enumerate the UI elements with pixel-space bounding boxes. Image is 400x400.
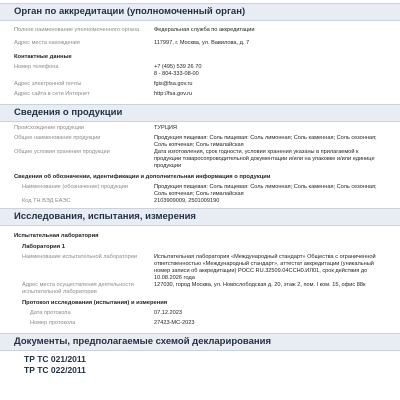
declaration-doc-1: ТР ТС 021/2011 xyxy=(24,354,86,364)
label: Номер протокола xyxy=(30,320,76,326)
label: Полное наименование уполномоченного органа xyxy=(14,27,139,33)
declaration-doc-2: ТР ТС 022/2011 xyxy=(24,365,86,375)
value: Продукция пищевая: Соль пищевая: Соль лимонная; Соль каменная; Соль сезонная; Соль копченая; Соль гималайская xyxy=(154,184,377,197)
protocol-title: Протокол исследования (испытания) и измерения xyxy=(22,300,168,306)
identification-title: Сведения об обозначении, идентификации и дополнительная информация о продукции xyxy=(14,174,271,180)
label: Код ТН ВЭД ЕАЭС xyxy=(22,198,71,204)
value: Дата изготовления, срок годности, условия хранения указаны в прилагаемой к продукции товаросопроводительной документации и/или на упаковке и/или единице продукции xyxy=(154,149,375,169)
row-product-name xyxy=(0,135,400,149)
label: Общее наименование продукции xyxy=(14,135,101,141)
value: Продукция пищевая: Соль пищевая: Соль лимонная; Соль каменная; Соль сезонная; Соль копченая; Соль гималайская xyxy=(154,135,377,148)
row-tnved xyxy=(0,198,400,205)
value: 117997, г. Москва, ул. Вавилова, д. 7 xyxy=(154,40,250,46)
row-full-name xyxy=(0,27,400,34)
row-ident-name xyxy=(0,184,400,198)
lab-title: Лаборатория 1 xyxy=(22,244,65,250)
section-header-documents: Документы, предполагаемые схемой декларирования xyxy=(0,333,400,351)
section-header-accreditation-body: Орган по аккредитации (уполномоченный орган) xyxy=(0,3,400,21)
value: 07.12.2023 xyxy=(154,310,182,316)
value: 127030, город Москва, ул. Новослободская д. 20, этаж 2, пом. I ком. 15, офис 88к xyxy=(154,282,366,288)
label: Наименование (обозначение) продукции xyxy=(22,184,129,190)
phone-1: +7 (495) 539 26 70 xyxy=(154,64,202,70)
section-header-product: Сведения о продукции xyxy=(0,104,400,122)
row-phone xyxy=(0,64,400,78)
label: Наименование испытательной лаборатории xyxy=(22,254,138,260)
row-origin xyxy=(0,125,400,132)
row-email xyxy=(0,81,400,88)
contacts-title: Контактные данные xyxy=(14,54,72,60)
row-site xyxy=(0,91,400,98)
value: Федеральная служба по аккредитации xyxy=(154,27,255,33)
label: Общие условия хранения продукции xyxy=(14,149,110,155)
value: 2103909009, 2501009190 xyxy=(154,198,220,204)
label: Адрес электронной почты xyxy=(14,81,82,87)
label: Адрес места осуществления деятельности испытательной лаборатории xyxy=(22,282,134,295)
label: Адрес сайта в сети Интернет xyxy=(14,91,90,97)
label: Дата протокола xyxy=(30,310,71,316)
row-protocol-number xyxy=(0,320,400,327)
value xyxy=(154,64,386,78)
value: 27423-МС-2023 xyxy=(154,320,195,326)
lab-section-title: Испытательная лаборатория xyxy=(14,233,99,239)
row-lab-name xyxy=(0,254,400,282)
row-lab-address xyxy=(0,282,400,296)
row-protocol-date xyxy=(0,310,400,317)
value: Испытательная лаборатория «Международный стандарт» Общества с ограниченной ответственностью «Международный стандарт», аттестат аккредитации (уникальный номер записи об аккредитации) РОСС RU.32509.04ССН0.ИЛ01, срок действия до 10.08.2026 года xyxy=(154,254,376,281)
label: Номер телефона xyxy=(14,64,59,70)
row-address xyxy=(0,40,400,47)
email-link[interactable]: fgis@fsa.gov.ru xyxy=(154,81,193,87)
section-header-research: Исследования, испытания, измерения xyxy=(0,208,400,226)
label: Происхождение продукции xyxy=(14,125,85,131)
site-link[interactable]: http://fsa.gov.ru xyxy=(154,91,193,97)
phone-2: 8 - 804-333-08-00 xyxy=(154,71,199,77)
value: ТУРЦИЯ xyxy=(154,125,177,131)
label: Адрес места нахождения xyxy=(14,40,80,46)
row-storage xyxy=(0,149,400,170)
